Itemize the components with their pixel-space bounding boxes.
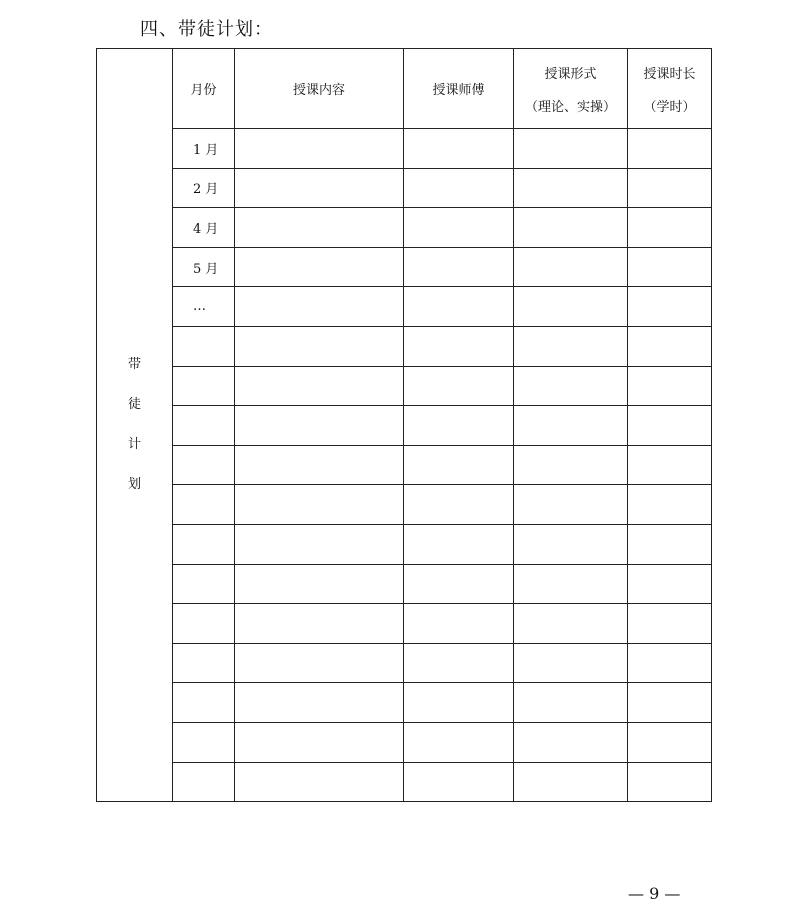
header-row [97,49,712,129]
form-cell[interactable] [514,604,628,644]
table-row [97,366,712,406]
teacher-cell[interactable] [404,406,514,446]
month-cell[interactable] [173,683,235,723]
form-cell[interactable] [514,247,628,287]
content-cell[interactable] [235,564,404,604]
table-row [97,208,712,248]
row-label-cell [97,49,173,802]
duration-cell[interactable] [628,326,712,366]
content-cell[interactable] [235,168,404,208]
month-cell[interactable] [173,445,235,485]
header-duration-line1: 授课时长 [643,66,696,82]
duration-cell[interactable] [628,683,712,723]
form-cell[interactable] [514,485,628,525]
content-cell[interactable] [235,722,404,762]
header-duration-line2: （学时） [643,99,696,115]
form-cell[interactable] [514,406,628,446]
header-form [514,49,628,129]
header-duration [628,49,712,129]
table-row [97,683,712,723]
table-row [97,643,712,683]
form-cell[interactable] [514,208,628,248]
month-cell[interactable]: … [173,287,235,327]
month-cell[interactable]: 4 月 [173,208,235,248]
table-row [97,129,712,169]
form-cell[interactable] [514,524,628,564]
teacher-cell[interactable] [404,722,514,762]
month-cell[interactable] [173,524,235,564]
form-cell[interactable] [514,643,628,683]
content-cell[interactable] [235,129,404,169]
teacher-cell[interactable] [404,366,514,406]
form-cell[interactable] [514,287,628,327]
duration-cell[interactable] [628,287,712,327]
teacher-cell[interactable] [404,564,514,604]
form-cell[interactable] [514,564,628,604]
month-cell[interactable] [173,326,235,366]
table-row [97,406,712,446]
duration-cell[interactable] [628,762,712,802]
duration-cell[interactable] [628,643,712,683]
teacher-cell[interactable] [404,208,514,248]
row-label-char: 划 [127,477,141,493]
form-cell[interactable] [514,366,628,406]
teacher-cell[interactable] [404,643,514,683]
month-cell[interactable]: 5 月 [173,247,235,287]
row-label-char: 计 [127,437,141,453]
content-cell[interactable] [235,524,404,564]
table-row [97,287,712,327]
header-teacher: 授课师傅 [404,49,514,129]
content-cell[interactable] [235,604,404,644]
month-cell[interactable] [173,406,235,446]
form-cell[interactable] [514,445,628,485]
month-cell[interactable] [173,604,235,644]
month-cell[interactable]: 2 月 [173,168,235,208]
month-cell[interactable] [173,762,235,802]
header-form-line1: 授课形式 [544,66,597,82]
table-row [97,564,712,604]
header-form-line2: （理论、实操） [524,99,616,115]
header-content: 授课内容 [235,49,404,129]
table-row [97,326,712,366]
month-cell[interactable] [173,722,235,762]
content-cell[interactable] [235,366,404,406]
month-cell[interactable] [173,643,235,683]
teacher-cell[interactable] [404,604,514,644]
content-cell[interactable] [235,683,404,723]
row-label-char: 带 [127,357,141,373]
form-cell[interactable] [514,168,628,208]
section-title: 四、带徒计划： [140,19,273,40]
content-cell[interactable] [235,406,404,446]
month-cell[interactable]: 1 月 [173,129,235,169]
teacher-cell[interactable] [404,485,514,525]
teacher-cell[interactable] [404,129,514,169]
content-cell[interactable] [235,326,404,366]
content-cell[interactable] [235,485,404,525]
teacher-cell[interactable] [404,287,514,327]
content-cell[interactable] [235,762,404,802]
table-row [97,524,712,564]
content-cell[interactable] [235,208,404,248]
month-cell[interactable] [173,485,235,525]
content-cell[interactable] [235,247,404,287]
content-cell[interactable] [235,643,404,683]
form-cell[interactable] [514,683,628,723]
month-cell[interactable] [173,564,235,604]
content-cell[interactable] [235,445,404,485]
teacher-cell[interactable] [404,247,514,287]
teacher-cell[interactable] [404,326,514,366]
teacher-cell[interactable] [404,683,514,723]
form-cell[interactable] [514,129,628,169]
content-cell[interactable] [235,287,404,327]
teacher-cell[interactable] [404,445,514,485]
teacher-cell[interactable] [404,168,514,208]
table-row [97,247,712,287]
table-row [97,722,712,762]
plan-table [96,48,712,802]
page-number: — 9 — [628,884,681,903]
teacher-cell[interactable] [404,762,514,802]
header-month: 月份 [173,49,235,129]
table-row [97,485,712,525]
table-row [97,445,712,485]
form-cell[interactable] [514,326,628,366]
duration-cell[interactable] [628,722,712,762]
duration-cell[interactable] [628,247,712,287]
duration-cell[interactable] [628,445,712,485]
duration-cell[interactable] [628,168,712,208]
duration-cell[interactable] [628,485,712,525]
duration-cell[interactable] [628,604,712,644]
row-label-char: 徒 [127,397,141,413]
duration-cell[interactable] [628,208,712,248]
month-cell[interactable] [173,366,235,406]
duration-cell[interactable] [628,406,712,446]
table-row [97,604,712,644]
table-row [97,762,712,802]
duration-cell[interactable] [628,366,712,406]
duration-cell[interactable] [628,524,712,564]
duration-cell[interactable] [628,129,712,169]
table-row [97,168,712,208]
form-cell[interactable] [514,762,628,802]
teacher-cell[interactable] [404,524,514,564]
form-cell[interactable] [514,722,628,762]
row-label-stack [128,345,141,505]
duration-cell[interactable] [628,564,712,604]
